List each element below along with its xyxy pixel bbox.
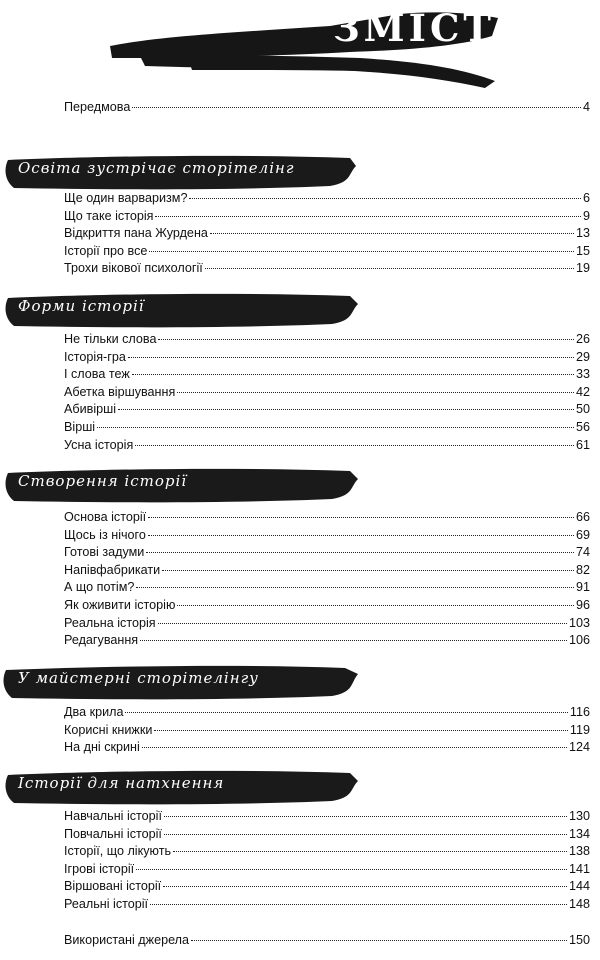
- dot-leader: [163, 885, 567, 887]
- toc-entry-label: Редагування: [64, 633, 139, 648]
- toc-entry[interactable]: [64, 243, 590, 261]
- toc-entry-label: Щось із нічого: [64, 527, 146, 542]
- toc-entry[interactable]: [64, 544, 590, 562]
- toc-entry[interactable]: [64, 896, 590, 914]
- dot-leader: [164, 833, 567, 835]
- dot-leader: [148, 516, 574, 518]
- toc-entry[interactable]: [64, 562, 590, 580]
- dot-leader: [155, 215, 581, 217]
- dot-leader: [135, 444, 574, 446]
- toc-entry-page: 106: [568, 633, 590, 648]
- toc-entry-label: Не тільки слова: [64, 332, 157, 346]
- section-title: Історії для натхнення: [18, 774, 225, 792]
- toc-entry[interactable]: [64, 260, 590, 278]
- toc-list-section-1: [64, 190, 590, 278]
- toc-entry-page: 130: [568, 809, 590, 823]
- dot-leader: [125, 711, 567, 713]
- toc-entry-label: Відкриття пана Журдена: [64, 226, 208, 241]
- toc-entry-page: 96: [575, 597, 590, 612]
- dot-leader: [142, 746, 567, 748]
- toc-entry[interactable]: [64, 826, 590, 844]
- toc-entry[interactable]: [64, 579, 590, 597]
- toc-entry-label: Що таке історія: [64, 208, 154, 223]
- toc-entry[interactable]: [64, 739, 590, 757]
- dot-leader: [205, 267, 574, 269]
- dot-leader: [210, 232, 574, 234]
- toc-entry-label: Напівфабрикати: [64, 562, 161, 577]
- toc-entry-page: 138: [568, 844, 590, 859]
- toc-entry[interactable]: [64, 597, 590, 615]
- section-title: У майстерні сторітелінгу: [18, 669, 259, 687]
- toc-entry-page: 15: [575, 243, 590, 258]
- toc-entry-label: Абивірші: [64, 402, 117, 417]
- toc-entry-page: 144: [568, 879, 590, 894]
- toc-entry-label: Реальна історія: [64, 615, 156, 630]
- toc-entry-page: 13: [575, 226, 590, 241]
- toc-entry[interactable]: [64, 190, 590, 208]
- toc-entry-label: Вірші: [64, 419, 96, 434]
- toc-entry[interactable]: [64, 843, 590, 861]
- dot-leader: [136, 586, 574, 588]
- dot-leader: [162, 569, 574, 571]
- toc-entry[interactable]: [64, 615, 590, 633]
- dot-leader: [128, 356, 574, 358]
- toc-entry-label: Віршовані історії: [64, 879, 162, 894]
- toc-entry-page: 4: [582, 100, 590, 114]
- toc-entry[interactable]: [64, 225, 590, 243]
- toc-entry-label: Навчальні історії: [64, 809, 162, 823]
- toc-entry-label: Абетка віршування: [64, 384, 176, 399]
- toc-entry-label: Усна історія: [64, 437, 134, 452]
- toc-entry[interactable]: [64, 349, 590, 367]
- dot-leader: [136, 868, 567, 870]
- sources-list: [64, 932, 590, 950]
- toc-entry[interactable]: [64, 419, 590, 437]
- toc-entry-page: 103: [568, 615, 590, 630]
- section-title: Освіта зустрічає сторітелінг: [18, 159, 295, 177]
- dot-leader: [177, 391, 574, 393]
- dot-leader: [146, 551, 574, 553]
- section-title: Форми історії: [18, 297, 145, 315]
- dot-leader: [154, 729, 568, 731]
- toc-entry[interactable]: [64, 527, 590, 545]
- toc-entry-page: 29: [575, 349, 590, 364]
- toc-entry-page: 116: [569, 705, 590, 719]
- toc-entry-page: 33: [575, 367, 590, 382]
- toc-entry-label: Історії про все: [64, 243, 148, 258]
- toc-entry-label: Ще один варваризм?: [64, 191, 188, 205]
- toc-entry-label: Реальні історії: [64, 896, 149, 911]
- section-title: Створення історії: [18, 472, 188, 490]
- dot-leader: [132, 106, 581, 108]
- dot-leader: [164, 815, 567, 817]
- toc-entry[interactable]: [64, 704, 590, 722]
- toc-entry-label: Два крила: [64, 705, 124, 719]
- toc-entry-label: Корисні книжки: [64, 722, 153, 737]
- toc-entry-label: Передмова: [64, 100, 131, 114]
- toc-entry-page: 69: [575, 527, 590, 542]
- dot-leader: [97, 426, 574, 428]
- toc-list-section-4: [64, 704, 590, 757]
- toc-entry[interactable]: [64, 632, 590, 650]
- toc-entry-preface[interactable]: [64, 99, 590, 117]
- toc-entry-label: Історія-гра: [64, 349, 126, 364]
- toc-entry-page: 9: [582, 208, 590, 223]
- toc-entry-sources[interactable]: [64, 932, 590, 950]
- toc-entry-label: Використані джерела: [64, 933, 190, 947]
- toc-entry[interactable]: [64, 437, 590, 455]
- dot-leader: [140, 639, 567, 641]
- dot-leader: [132, 373, 574, 375]
- toc-entry[interactable]: [64, 384, 590, 402]
- dot-leader: [173, 850, 567, 852]
- toc-entry-page: 134: [568, 826, 590, 841]
- toc-entry-label: Повчальні історії: [64, 826, 162, 841]
- toc-entry[interactable]: [64, 861, 590, 879]
- toc-entry-page: 50: [575, 402, 590, 417]
- toc-entry-page: 19: [575, 261, 590, 276]
- dot-leader: [189, 197, 581, 199]
- toc-entry[interactable]: [64, 722, 590, 740]
- dot-leader: [150, 903, 567, 905]
- toc-entry-label: Як оживити історію: [64, 597, 176, 612]
- dot-leader: [148, 534, 574, 536]
- toc-entry-label: На дні скрині: [64, 740, 140, 755]
- toc-entry-page: 82: [575, 562, 590, 577]
- toc-entry-label: Ігрові історії: [64, 861, 135, 876]
- page-title: ЗМІСТ: [333, 6, 495, 50]
- toc-entry-page: 91: [575, 580, 590, 595]
- dot-leader: [177, 604, 574, 606]
- toc-entry[interactable]: [64, 509, 590, 527]
- dot-leader: [158, 622, 567, 624]
- toc-entry-page: 119: [569, 722, 590, 737]
- toc-entry-label: Історії, що лікують: [64, 844, 172, 859]
- toc-entry-page: 6: [582, 191, 590, 205]
- toc-entry[interactable]: [64, 808, 590, 826]
- toc-entry[interactable]: [64, 401, 590, 419]
- toc-entry-page: 61: [575, 437, 590, 452]
- toc-entry-page: 124: [568, 740, 590, 755]
- preface-list: [64, 99, 590, 117]
- toc-entry[interactable]: [64, 208, 590, 226]
- toc-entry-page: 141: [568, 861, 590, 876]
- toc-entry[interactable]: [64, 878, 590, 896]
- toc-entry-page: 56: [575, 419, 590, 434]
- toc-entry-page: 66: [575, 510, 590, 524]
- toc-entry-label: І слова теж: [64, 367, 130, 382]
- dot-leader: [191, 939, 567, 941]
- toc-entry[interactable]: [64, 366, 590, 384]
- toc-entry-label: Трохи вікової психології: [64, 261, 203, 276]
- dot-leader: [118, 408, 574, 410]
- toc-entry-page: 42: [575, 384, 590, 399]
- toc-entry[interactable]: [64, 331, 590, 349]
- toc-entry-page: 148: [568, 896, 590, 911]
- toc-entry-label: Основа історії: [64, 510, 147, 524]
- toc-list-section-5: [64, 808, 590, 914]
- toc-entry-page: 26: [575, 332, 590, 346]
- dot-leader: [149, 250, 574, 252]
- dot-leader: [158, 338, 574, 340]
- toc-entry-label: А що потім?: [64, 580, 135, 595]
- toc-entry-page: 150: [568, 933, 590, 947]
- toc-entry-label: Готові задуми: [64, 545, 145, 560]
- toc-entry-page: 74: [575, 545, 590, 560]
- toc-list-section-3: [64, 509, 590, 650]
- toc-list-section-2: [64, 331, 590, 454]
